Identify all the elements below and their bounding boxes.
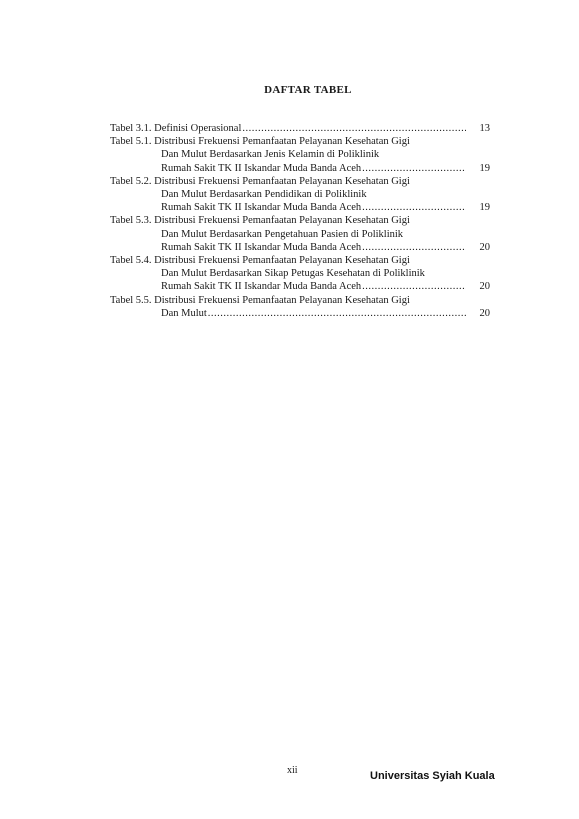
table-entry-5-3[interactable] — [110, 214, 490, 254]
table-entry-title: Distribusi Frekuensi Pemanfaatan Pelayanan Kesehatan Gigi — [154, 175, 410, 187]
table-entry-page: 19 — [479, 162, 490, 174]
table-entry-title: Dan Mulut Berdasarkan Pengetahuan Pasien di Poliklinik — [161, 228, 404, 240]
table-entry-5-1[interactable] — [110, 135, 490, 175]
table-entry-title: Rumah Sakit TK II Iskandar Muda Banda Aceh — [161, 281, 362, 293]
table-entry-5-5[interactable] — [110, 294, 490, 320]
table-entry-number: Tabel 5.2. — [110, 175, 152, 187]
table-entry-page: 20 — [479, 307, 490, 319]
table-entry-title: Distribusi Frekuensi Pemanfaatan Pelayanan Kesehatan Gigi — [154, 136, 410, 148]
table-entry-5-2[interactable] — [110, 175, 490, 215]
table-entry-title: Dan Mulut Berdasarkan Sikap Petugas Kesehatan di Poliklinik — [161, 268, 425, 280]
table-entry-title: Distribusi Frekuensi Pemanfaatan Pelayanan Kesehatan Gigi — [154, 294, 410, 306]
table-entry-page: 19 — [479, 202, 490, 214]
dot-leader — [362, 241, 466, 254]
table-entry-title: Rumah Sakit TK II Iskandar Muda Banda Aceh — [161, 241, 362, 253]
table-entry-title: Rumah Sakit TK II Iskandar Muda Banda Aceh — [161, 162, 362, 174]
table-entry-title: Definisi Operasional — [154, 123, 242, 134]
dot-leader — [242, 122, 466, 135]
table-entry-number: Tabel 5.5. — [110, 294, 152, 306]
dot-leader — [362, 162, 466, 175]
page-number: xii — [287, 765, 298, 776]
dot-leader — [362, 201, 466, 214]
dot-leader — [208, 307, 466, 320]
institution-name: Universitas Syiah Kuala — [370, 770, 495, 782]
table-entry-number: Tabel 3.1. — [110, 123, 152, 134]
table-entry-title: Dan Mulut — [161, 307, 207, 319]
table-entry-title: Dan Mulut Berdasarkan Pendidikan di Poliklinik — [161, 189, 367, 201]
table-entry-3-1[interactable] — [110, 122, 490, 135]
table-entry-page: 20 — [479, 281, 490, 293]
table-entry-5-4[interactable] — [110, 254, 490, 294]
dot-leader — [362, 280, 466, 293]
table-entry-title: Distribusi Frekuensi Pemanfaatan Pelayanan Kesehatan Gigi — [154, 255, 410, 267]
table-entry-page: 13 — [479, 123, 490, 134]
table-entry-number: Tabel 5.3. — [110, 215, 152, 227]
table-entry-title: Dan Mulut Berdasarkan Jenis Kelamin di Poliklinik — [161, 149, 380, 161]
table-entry-title: Rumah Sakit TK II Iskandar Muda Banda Aceh — [161, 202, 362, 214]
table-entry-title: Distribusi Frekuensi Pemanfaatan Pelayanan Kesehatan Gigi — [154, 215, 410, 227]
table-entry-number: Tabel 5.4. — [110, 255, 152, 267]
table-list — [110, 122, 490, 320]
page-title: DAFTAR TABEL — [264, 84, 352, 96]
table-entry-number: Tabel 5.1. — [110, 136, 152, 148]
table-entry-page: 20 — [479, 241, 490, 253]
